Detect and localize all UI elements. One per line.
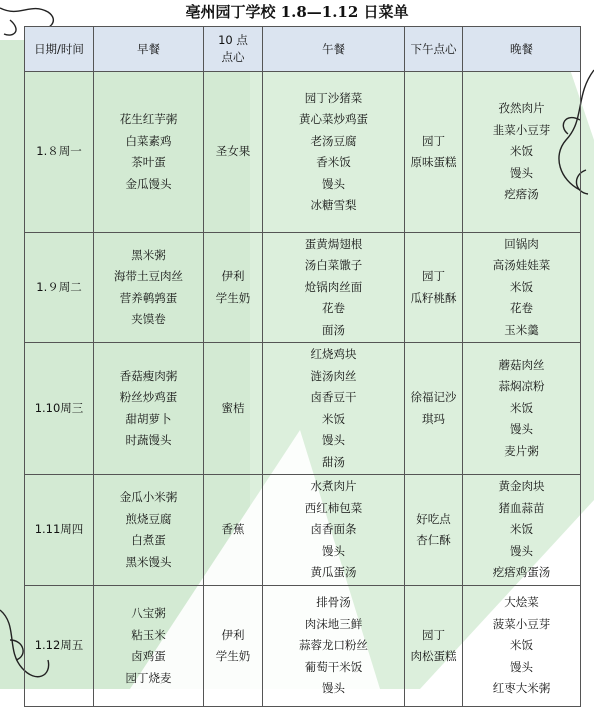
dinner-cell bbox=[463, 72, 581, 233]
menu-item: 米饭 bbox=[510, 400, 533, 415]
menu-item: 馒头 bbox=[510, 543, 533, 558]
menu-item: 韭菜小豆芽 bbox=[492, 122, 551, 137]
menu-item: 麦片粥 bbox=[504, 443, 539, 458]
menu-item: 米饭 bbox=[510, 638, 533, 653]
lunch-cell bbox=[263, 586, 405, 707]
menu-item: 好吃点 bbox=[416, 511, 451, 526]
menu-item: 原味蛋糕 bbox=[410, 155, 457, 169]
menu-item: 菠菜小豆芽 bbox=[492, 616, 551, 631]
menu-item: 孜然肉片 bbox=[498, 101, 545, 116]
breakfast-cell bbox=[94, 343, 204, 475]
menu-item: 炝锅肉丝面 bbox=[304, 279, 363, 294]
menu-item: 香米饭 bbox=[316, 155, 351, 169]
menu-item: 粘玉米 bbox=[131, 627, 166, 642]
menu-item: 八宝粥 bbox=[131, 606, 166, 620]
dinner-cell bbox=[463, 343, 581, 475]
date-cell: 1.10周三 bbox=[25, 343, 94, 475]
menu-item: 排骨汤 bbox=[316, 595, 351, 610]
menu-item: 黄心菜炒鸡蛋 bbox=[299, 112, 368, 126]
menu-item: 煎烧豆腐 bbox=[125, 511, 172, 526]
menu-item: 时蔬馒头 bbox=[125, 433, 172, 447]
dinner-cell bbox=[463, 586, 581, 707]
menu-item: 卤香面条 bbox=[310, 522, 357, 537]
menu-item: 甜胡萝卜 bbox=[125, 411, 172, 426]
menu-item: 蛋黄焗翅根 bbox=[304, 236, 363, 251]
menu-item: 园丁 bbox=[422, 627, 445, 642]
menu-item: 园丁 bbox=[422, 133, 445, 148]
date-cell: 1.９周二 bbox=[25, 233, 94, 343]
menu-item: 馒头 bbox=[510, 165, 533, 180]
menu-item: 金瓜馒头 bbox=[125, 176, 172, 191]
header-lunch: 午餐 bbox=[263, 27, 405, 72]
snack-cell bbox=[204, 72, 263, 233]
menu-item: 回锅肉 bbox=[504, 236, 539, 251]
menu-item: 黄瓜蛋汤 bbox=[310, 565, 357, 580]
menu-item: 西红柿包菜 bbox=[304, 500, 363, 515]
snack-cell bbox=[204, 343, 263, 475]
menu-item: 面汤 bbox=[322, 322, 345, 337]
lunch-cell bbox=[263, 475, 405, 586]
menu-item: 学生奶 bbox=[215, 649, 251, 663]
date-cell: 1.11周四 bbox=[25, 475, 94, 586]
menu-item: 白煮蛋 bbox=[131, 533, 166, 547]
date-cell: 1.12周五 bbox=[25, 586, 94, 707]
menu-item: 葡萄干米饭 bbox=[304, 659, 363, 674]
afternoon-snack-cell bbox=[405, 233, 463, 343]
menu-item: 肉沫地三鲜 bbox=[304, 616, 363, 631]
header-row bbox=[25, 27, 581, 72]
header-snack-line1: 10 点 bbox=[218, 33, 248, 47]
snack-cell bbox=[204, 475, 263, 586]
afternoon-snack-cell bbox=[405, 586, 463, 707]
menu-item: 海带土豆肉丝 bbox=[114, 269, 183, 283]
menu-item: 园丁 bbox=[422, 269, 445, 283]
menu-item: 学生奶 bbox=[215, 290, 251, 305]
menu-table bbox=[24, 26, 581, 707]
menu-item: 伊利 bbox=[221, 627, 245, 642]
page-title: 亳州园丁学校 1.8—1.12 日菜单 bbox=[185, 3, 409, 21]
menu-item: 馒头 bbox=[322, 543, 345, 558]
snack-cell bbox=[204, 586, 263, 707]
menu-item: 营养鹌鹑蛋 bbox=[119, 290, 178, 305]
menu-item: 馒头 bbox=[322, 433, 345, 447]
menu-item: 涟汤肉丝 bbox=[310, 368, 357, 383]
menu-item: 花卷 bbox=[322, 301, 345, 316]
menu-item: 蒜蓉龙口粉丝 bbox=[299, 638, 368, 653]
menu-body bbox=[25, 72, 581, 707]
snack-cell bbox=[204, 233, 263, 343]
menu-item: 香菇瘦肉粥 bbox=[119, 368, 178, 383]
menu-item: 蜜桔 bbox=[221, 400, 245, 415]
menu-item: 甜汤 bbox=[322, 454, 345, 469]
menu-item: 冰糖雪梨 bbox=[310, 198, 357, 212]
menu-item: 黑米粥 bbox=[131, 247, 166, 262]
menu-item: 粉丝炒鸡蛋 bbox=[119, 390, 178, 404]
menu-item: 馒头 bbox=[322, 176, 345, 191]
menu-item: 米饭 bbox=[322, 411, 345, 426]
menu-item: 杏仁酥 bbox=[416, 533, 451, 547]
menu-item: 卤鸡蛋 bbox=[131, 649, 166, 663]
breakfast-cell bbox=[94, 586, 204, 707]
menu-item: 玉米羹 bbox=[504, 322, 539, 337]
table-row bbox=[25, 343, 581, 475]
menu-item: 红烧鸡块 bbox=[310, 347, 357, 361]
menu-item: 茶叶蛋 bbox=[131, 155, 166, 169]
header-dinner: 晚餐 bbox=[463, 27, 581, 72]
menu-item: 圣女果 bbox=[215, 144, 251, 159]
menu-item: 馒头 bbox=[322, 681, 345, 696]
menu-item: 高汤娃娃菜 bbox=[492, 258, 551, 273]
menu-item: 米饭 bbox=[510, 279, 533, 294]
dinner-cell bbox=[463, 475, 581, 586]
menu-item: 肉松蛋糕 bbox=[410, 649, 457, 663]
menu-item: 园丁烧麦 bbox=[125, 670, 172, 685]
table-row bbox=[25, 586, 581, 707]
menu-item: 香蕉 bbox=[221, 522, 245, 537]
menu-item: 白菜素鸡 bbox=[125, 133, 172, 148]
menu-item: 水煮肉片 bbox=[310, 479, 357, 494]
menu-item: 馒头 bbox=[510, 422, 533, 437]
menu-item: 老汤豆腐 bbox=[310, 133, 357, 148]
afternoon-snack-cell bbox=[405, 475, 463, 586]
header-breakfast: 早餐 bbox=[94, 27, 204, 72]
menu-item: 馒头 bbox=[510, 659, 533, 674]
header-date: 日期/时间 bbox=[25, 27, 94, 72]
menu-item: 黑米馒头 bbox=[125, 554, 172, 569]
table-row bbox=[25, 72, 581, 233]
menu-item: 疙瘩鸡蛋汤 bbox=[492, 565, 551, 580]
menu-item: 园丁沙猪菜 bbox=[304, 90, 363, 105]
menu-item: 瓜籽桃酥 bbox=[410, 290, 457, 305]
menu-item: 花生红芋粥 bbox=[119, 112, 178, 126]
breakfast-cell bbox=[94, 72, 204, 233]
menu-item: 蒜焖凉粉 bbox=[498, 379, 545, 394]
menu-item: 伊利 bbox=[221, 269, 245, 283]
breakfast-cell bbox=[94, 233, 204, 343]
table-row bbox=[25, 233, 581, 343]
menu-item: 卤香豆干 bbox=[310, 390, 357, 404]
header-snack bbox=[204, 27, 263, 72]
header-afternoon: 下午点心 bbox=[405, 27, 463, 72]
menu-item: 金瓜小米粥 bbox=[119, 490, 178, 504]
menu-item: 夹馍卷 bbox=[131, 312, 166, 326]
menu-item: 蘑菇肉丝 bbox=[498, 357, 545, 372]
breakfast-cell bbox=[94, 475, 204, 586]
menu-item: 琪玛 bbox=[422, 411, 445, 426]
afternoon-snack-cell bbox=[405, 343, 463, 475]
menu-item: 红枣大米粥 bbox=[492, 681, 551, 696]
menu-item: 徐福记沙 bbox=[410, 390, 457, 404]
afternoon-snack-cell bbox=[405, 72, 463, 233]
dinner-cell bbox=[463, 233, 581, 343]
menu-item: 猪血蒜苗 bbox=[498, 500, 545, 515]
lunch-cell bbox=[263, 343, 405, 475]
date-cell: 1.８周一 bbox=[25, 72, 94, 233]
menu-item: 大烩菜 bbox=[504, 595, 539, 610]
menu-item: 疙瘩汤 bbox=[504, 187, 539, 202]
lunch-cell bbox=[263, 233, 405, 343]
menu-item: 黄金肉块 bbox=[498, 479, 545, 494]
menu-item: 米饭 bbox=[510, 522, 533, 537]
table-row bbox=[25, 475, 581, 586]
lunch-cell bbox=[263, 72, 405, 233]
header-snack-line2: 点心 bbox=[221, 50, 245, 64]
menu-item: 汤白菜馓子 bbox=[304, 258, 363, 273]
menu-item: 米饭 bbox=[510, 144, 533, 159]
menu-item: 花卷 bbox=[510, 301, 533, 316]
